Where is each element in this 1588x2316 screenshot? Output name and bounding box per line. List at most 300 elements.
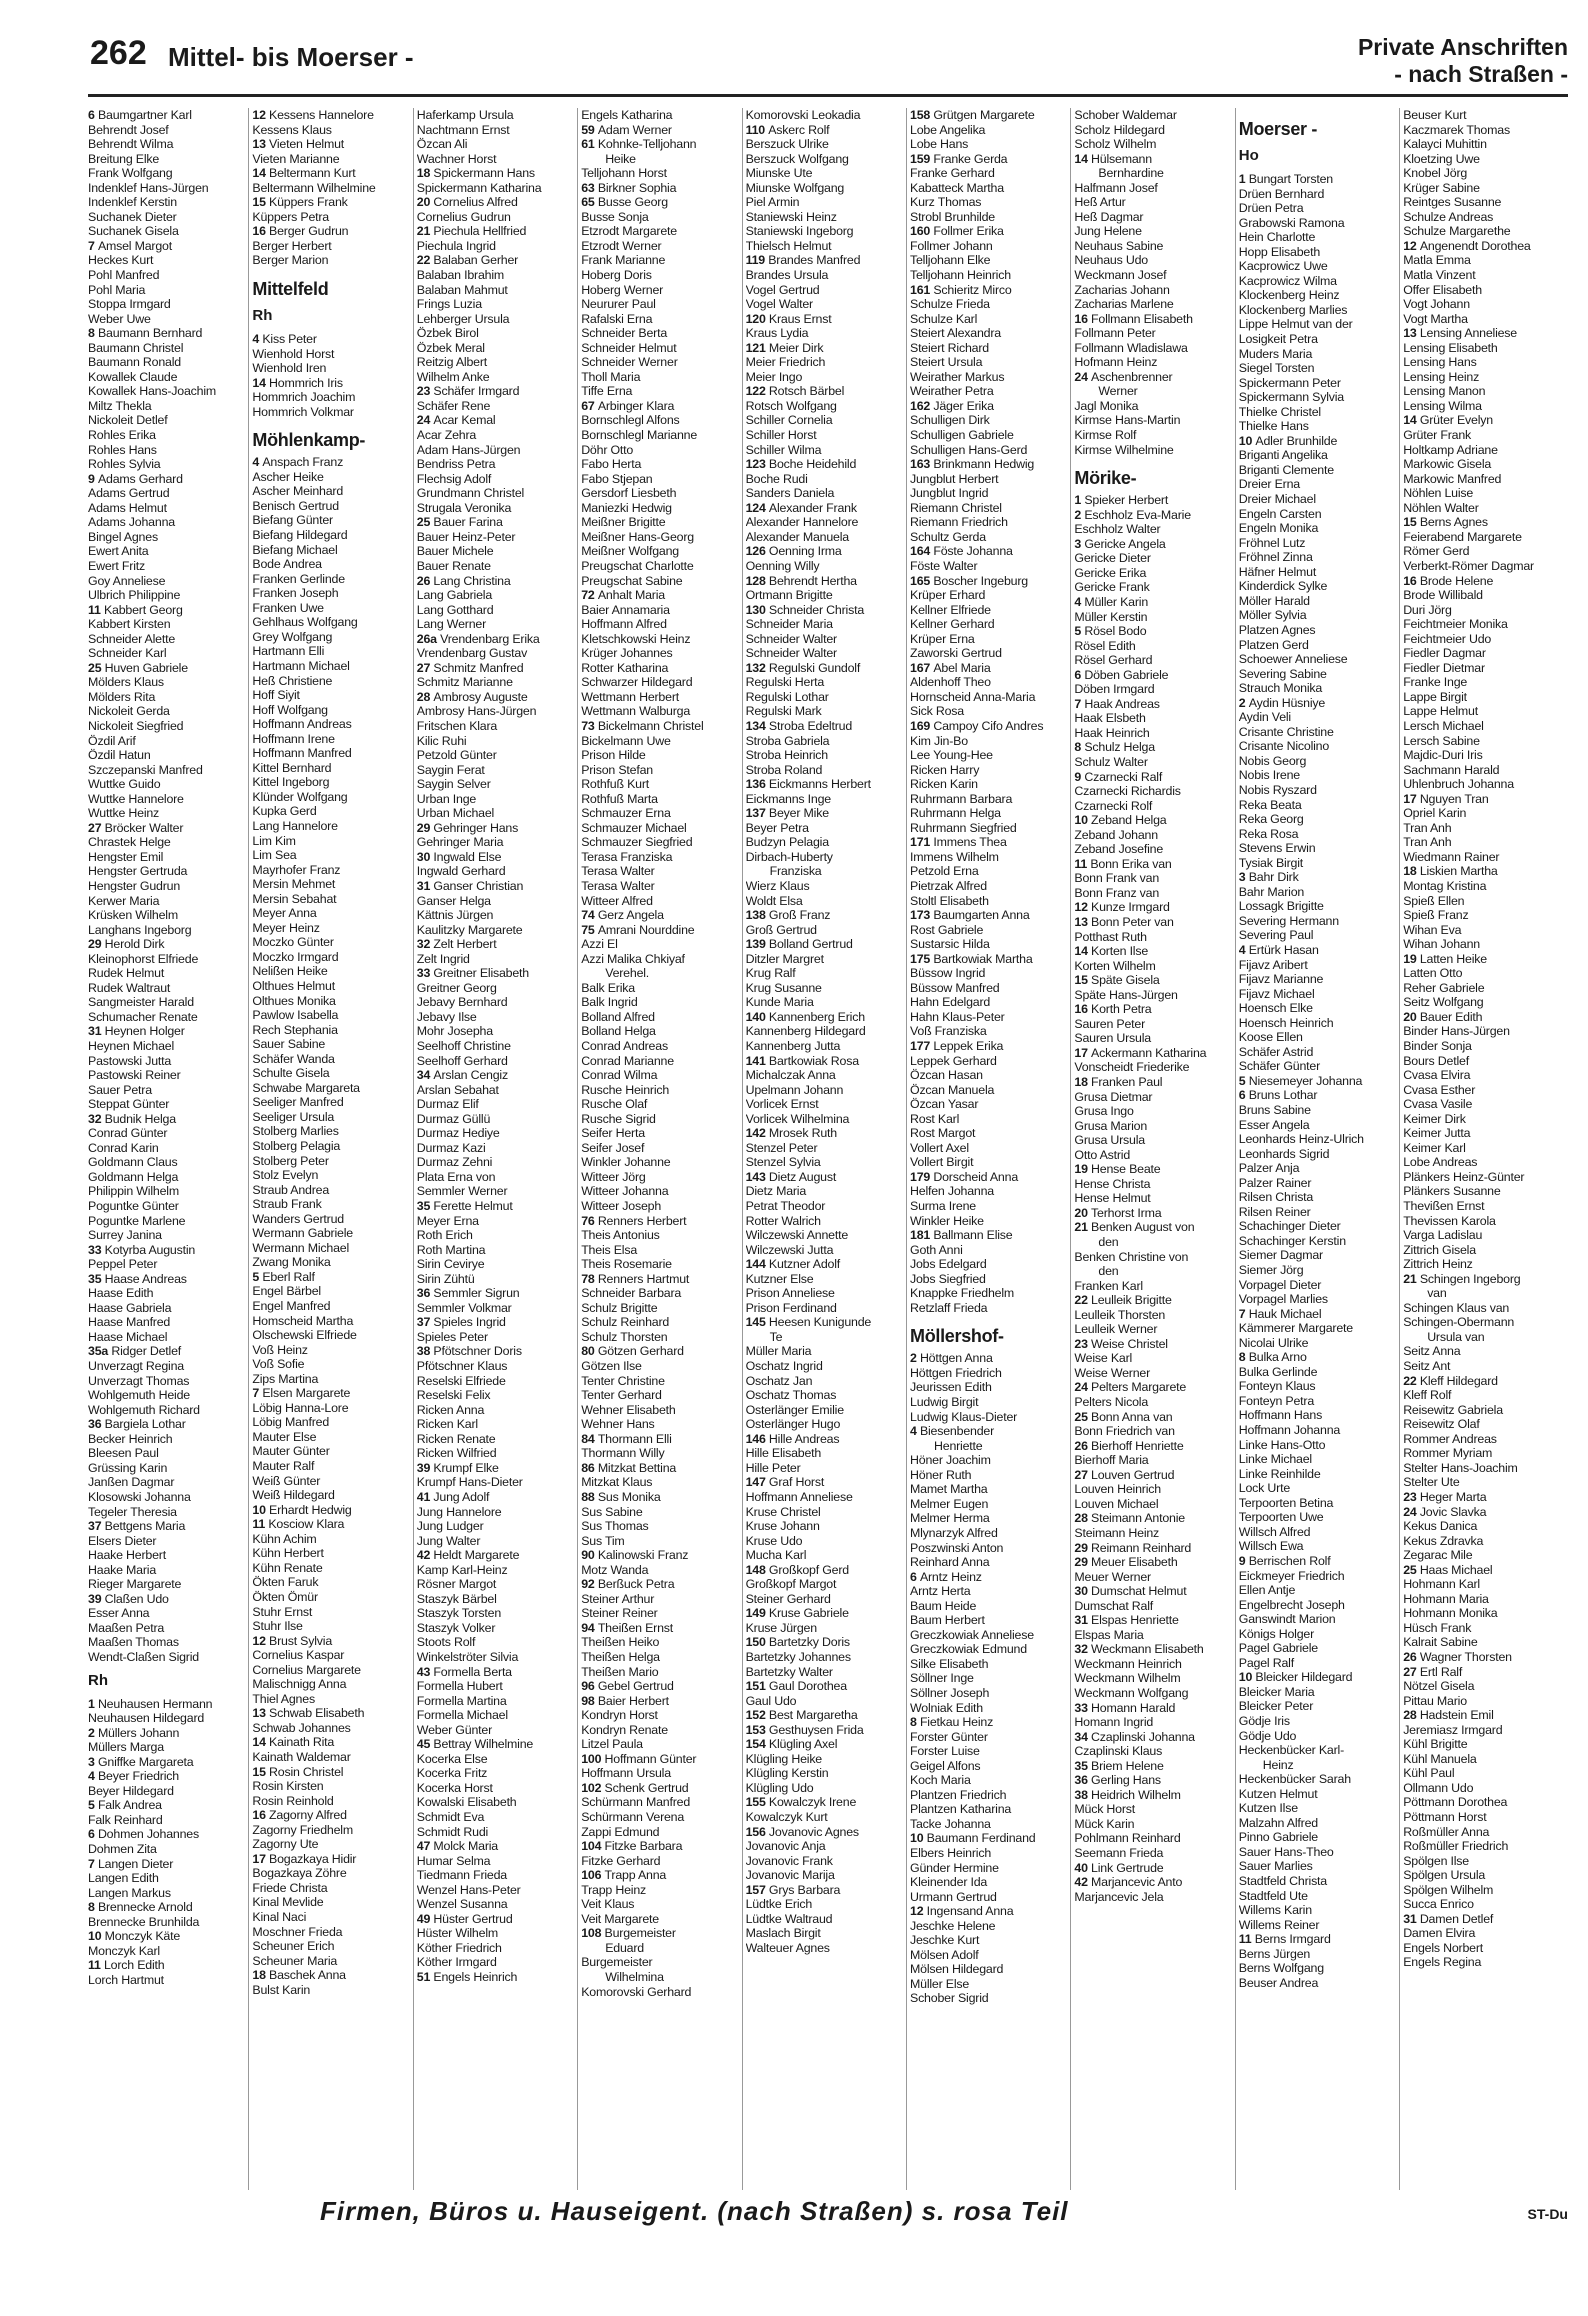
resident-entry: Ditzler Margret <box>745 951 824 966</box>
resident-entry: Theißen Helga <box>581 1649 660 1664</box>
house-number: 98 <box>581 1693 598 1708</box>
resident-entry: 137 Beyer Mike <box>745 806 829 821</box>
resident-entry: Maaßen Thomas <box>88 1635 179 1650</box>
resident-entry: Spickermann Katharina <box>416 180 542 195</box>
resident-entry: Krug Susanne <box>745 980 822 995</box>
resident-entry: Tacke Johanna <box>910 1816 991 1831</box>
resident-entry: Thielke Christel <box>1238 404 1321 419</box>
resident-entry: Ricken Harry <box>910 762 980 777</box>
house-number: 119 <box>745 253 769 268</box>
resident-entry: 49 Hüster Gertrud <box>416 1911 513 1926</box>
resident-entry: 153 Gesthuysen Frida <box>745 1722 864 1737</box>
house-number: 30 <box>416 849 434 864</box>
resident-entry: Hoensch Heinrich <box>1238 1015 1334 1030</box>
resident-entry: Behrendt Josef <box>88 122 169 137</box>
resident-entry: Urban Michael <box>416 806 495 821</box>
house-number: 72 <box>581 588 598 603</box>
resident-entry: 36 Semmler Sigrun <box>416 1286 520 1301</box>
resident-entry: Eschholz Walter <box>1074 522 1161 537</box>
house-number: 9 <box>88 471 98 486</box>
entry-continuation: Henriette <box>934 1438 983 1453</box>
resident-entry: Hüsch Frank <box>1403 1620 1472 1635</box>
resident-entry: Behrendt Wilma <box>88 137 174 152</box>
resident-entry: Linke Reinhilde <box>1238 1466 1321 1481</box>
house-number: 13 <box>252 1706 270 1721</box>
resident-entry: Oschatz Jan <box>745 1373 813 1388</box>
resident-entry: Staszyk Bärbel <box>416 1591 497 1606</box>
resident-entry: Wendt-Claßen Sigrid <box>88 1649 199 1664</box>
resident-entry: Miltz Thekla <box>88 398 152 413</box>
directory-column <box>1074 108 1232 2190</box>
resident-entry: 123 Boche Heidehild <box>745 457 857 472</box>
house-number: 4 <box>252 332 263 347</box>
resident-entry: Wienhold Iren <box>252 361 327 376</box>
resident-entry: Meißner Hans-Georg <box>581 529 694 544</box>
resident-entry: Durmaz Kazi <box>416 1140 486 1155</box>
resident-entry: Kutzen Ilse <box>1238 1801 1298 1816</box>
resident-entry: 13 Schwab Elisabeth <box>252 1706 365 1721</box>
resident-entry: Schulze Frieda <box>910 297 990 312</box>
resident-entry: Surma Irene <box>910 1199 976 1214</box>
resident-entry: Walteuer Agnes <box>745 1940 830 1955</box>
resident-entry: Malischnigg Anna <box>252 1677 347 1692</box>
resident-entry: Kühn Renate <box>252 1560 323 1575</box>
house-number: 4 <box>910 1424 920 1439</box>
resident-entry: Leonhards Sigrid <box>1238 1146 1330 1161</box>
house-number: 21 <box>416 224 434 239</box>
resident-entry: Preugschat Charlotte <box>581 558 694 573</box>
resident-entry: 11 Berns Irmgard <box>1238 1932 1331 1947</box>
resident-entry: 152 Best Margaretha <box>745 1708 858 1723</box>
house-number: 45 <box>416 1737 434 1752</box>
resident-entry: Haake Herbert <box>88 1548 166 1563</box>
resident-entry: 21 Schingen Ingeborg <box>1403 1271 1521 1286</box>
house-number: 94 <box>581 1620 598 1635</box>
resident-entry: Woldt Elsa <box>745 893 803 908</box>
resident-entry: Kleinender Ida <box>910 1875 988 1890</box>
resident-entry: Schulze Karl <box>910 311 978 326</box>
resident-entry: Gödje Udo <box>1238 1728 1297 1743</box>
resident-entry: Franke Inge <box>1403 675 1468 690</box>
resident-entry: Unverzagt Thomas <box>88 1373 190 1388</box>
resident-entry: Schmidt Eva <box>416 1809 485 1824</box>
house-number: 24 <box>416 413 434 428</box>
resident-entry: Jobs Edelgard <box>910 1257 987 1272</box>
resident-entry: Preugschat Sabine <box>581 573 683 588</box>
resident-entry: 151 Gaul Dorothea <box>745 1679 847 1694</box>
resident-entry: Ricken Renate <box>416 1431 496 1446</box>
resident-entry: Zwang Monika <box>252 1255 331 1270</box>
resident-entry: 1 Neuhausen Hermann <box>88 1696 213 1711</box>
house-number: 15 <box>252 195 270 210</box>
resident-entry: Hohmann Maria <box>1403 1591 1489 1606</box>
resident-entry: Jovanovic Anja <box>745 1839 826 1854</box>
resident-entry: Mamet Martha <box>910 1482 988 1497</box>
house-number: 162 <box>910 398 934 413</box>
resident-entry: Bonn Frank van <box>1074 871 1160 886</box>
resident-entry: Vollert Birgit <box>910 1155 974 1170</box>
entry-continuation: Verehel. <box>605 966 650 981</box>
house-number: 25 <box>1403 1562 1420 1577</box>
house-number: 26 <box>1403 1649 1420 1664</box>
resident-entry: Kittel Ingeborg <box>252 775 330 790</box>
resident-entry: Gaul Udo <box>745 1693 797 1708</box>
house-number: 13 <box>252 137 270 152</box>
resident-entry: Zacharias Johann <box>1074 282 1170 297</box>
resident-entry: Vorlicek Ernst <box>745 1097 819 1112</box>
house-number: 136 <box>745 777 769 792</box>
resident-entry: Dreier Michael <box>1238 492 1316 507</box>
house-number: 14 <box>1074 151 1092 166</box>
house-number: 96 <box>581 1679 598 1694</box>
resident-entry: Fiedler Dietmar <box>1403 660 1485 675</box>
house-number: 102 <box>581 1780 605 1795</box>
resident-entry: Fröhnel Zinna <box>1238 550 1313 565</box>
resident-entry: Humar Selma <box>416 1853 491 1868</box>
resident-entry: Terasa Franziska <box>581 849 673 864</box>
resident-entry: Bauer Michele <box>416 544 494 559</box>
resident-entry: Adams Johanna <box>88 515 175 530</box>
resident-entry: Bickelmann Uwe <box>581 733 671 748</box>
resident-entry: Rösel Gerhard <box>1074 653 1153 668</box>
house-number: 8 <box>910 1715 920 1730</box>
resident-entry: Ganser Helga <box>416 893 491 908</box>
resident-entry: Thielsch Helmut <box>745 238 832 253</box>
resident-entry: Hofmann Heinz <box>1074 355 1158 370</box>
resident-entry: Follmann Peter <box>1074 326 1156 341</box>
resident-entry: Rotter Katharina <box>581 660 669 675</box>
resident-entry: Weise Karl <box>1074 1351 1133 1366</box>
resident-entry: Wihan Eva <box>1403 922 1462 937</box>
resident-entry: Theis Rosemarie <box>581 1257 672 1272</box>
resident-entry: 3 Bahr Dirk <box>1238 870 1299 885</box>
resident-entry: Hille Peter <box>745 1460 801 1475</box>
resident-entry: Wolniak Edith <box>910 1700 983 1715</box>
resident-entry: Plänkers Susanne <box>1403 1184 1501 1199</box>
resident-entry: Schachinger Kerstin <box>1238 1233 1346 1248</box>
resident-entry: Özcan Yasar <box>910 1097 979 1112</box>
resident-entry: 96 Gebel Gertrud <box>581 1679 674 1694</box>
resident-entry: Schäfer Günter <box>1238 1059 1321 1074</box>
resident-entry: Stoltl Elisabeth <box>910 893 989 908</box>
resident-entry: Hüster Wilhelm <box>416 1926 498 1941</box>
resident-entry: 12 Angenendt Dorothea <box>1403 238 1531 253</box>
resident-entry: Schmauzer Michael <box>581 820 687 835</box>
resident-entry: Rieger Margarete <box>88 1577 182 1592</box>
house-number: 152 <box>745 1708 769 1723</box>
house-number: 145 <box>745 1315 769 1330</box>
house-number: 76 <box>581 1213 598 1228</box>
resident-entry: 30 Dumschat Helmut <box>1074 1584 1187 1599</box>
resident-entry: Wachner Horst <box>416 151 497 166</box>
house-number: 7 <box>252 1386 263 1401</box>
resident-entry: Weckmann Josef <box>1074 268 1167 283</box>
resident-entry: Müller Else <box>910 1976 970 1991</box>
entry-continuation: Heike <box>605 151 636 166</box>
house-number: 16 <box>252 1808 270 1823</box>
resident-entry: Meyer Erna <box>416 1213 479 1228</box>
resident-entry: Arntz Herta <box>910 1584 971 1599</box>
resident-entry: Lang Hannelore <box>252 818 338 833</box>
resident-entry: Conrad Marianne <box>581 1053 674 1068</box>
house-number: 88 <box>581 1489 598 1504</box>
resident-entry: Kättnis Jürgen <box>416 908 494 923</box>
house-number: 22 <box>1403 1373 1420 1388</box>
resident-entry: 12 Kunze Irmgard <box>1074 900 1170 915</box>
house-number: 165 <box>910 573 934 588</box>
resident-entry: Hille Elisabeth <box>745 1446 822 1461</box>
house-number: 6 <box>910 1569 920 1584</box>
resident-entry: Fabo Herta <box>581 457 642 472</box>
resident-entry: Geigel Alfons <box>910 1758 981 1773</box>
house-number: 12 <box>1403 238 1420 253</box>
resident-entry: 19 Hense Beate <box>1074 1162 1161 1177</box>
resident-entry: 11 Kabbert Georg <box>88 602 183 617</box>
resident-entry: Tenter Gerhard <box>581 1388 662 1403</box>
resident-entry: Pawlow Isabella <box>252 1008 339 1023</box>
resident-entry: 24 Jovic Slavka <box>1403 1504 1487 1519</box>
resident-entry: Strobl Brunhilde <box>910 209 995 224</box>
directory-column <box>910 108 1068 2190</box>
resident-entry: Gericke Erika <box>1074 565 1147 580</box>
resident-entry: Schürmann Manfred <box>581 1795 691 1810</box>
resident-entry: Mauter Else <box>252 1429 317 1444</box>
resident-entry: Dohmen Zita <box>88 1841 157 1856</box>
house-number: 13 <box>1074 914 1092 929</box>
resident-entry: Elspas Maria <box>1074 1627 1144 1642</box>
house-number: 2 <box>1074 507 1085 522</box>
resident-entry: 88 Sus Monika <box>581 1489 661 1504</box>
house-number: 20 <box>1074 1205 1092 1220</box>
resident-entry: 2 Eschholz Eva-Marie <box>1074 507 1191 522</box>
resident-entry: Schneider Berta <box>581 326 668 341</box>
resident-entry: Reka Beata <box>1238 797 1302 812</box>
resident-entry: Komorovski Gerhard <box>581 1984 692 1999</box>
resident-entry: Terpoorten Uwe <box>1238 1510 1324 1525</box>
resident-entry: Reintges Susanne <box>1403 195 1502 210</box>
resident-entry: Dreier Erna <box>1238 477 1300 492</box>
resident-entry: 2 Aydin Hüsniye <box>1238 695 1326 710</box>
house-number: 142 <box>745 1126 769 1141</box>
resident-entry: Zeband Josefine <box>1074 842 1164 857</box>
resident-entry: 16 Brode Helene <box>1403 573 1494 588</box>
resident-entry: Kirmse Rolf <box>1074 428 1137 443</box>
resident-entry: Schiller Cornelia <box>745 413 833 428</box>
resident-entry: Kacprowicz Uwe <box>1238 259 1328 274</box>
resident-entry: Briganti Clemente <box>1238 462 1334 477</box>
resident-entry: Weirather Petra <box>910 384 994 399</box>
resident-entry: Wenzel Hans-Peter <box>416 1882 521 1897</box>
resident-entry: 37 Bettgens Maria <box>88 1519 186 1534</box>
resident-entry: Alexander Hannelore <box>745 515 859 530</box>
resident-entry: Riemann Friedrich <box>910 515 1008 530</box>
resident-entry: 14 Grüter Evelyn <box>1403 413 1493 428</box>
resident-entry: Feichtmeier Udo <box>1403 631 1492 646</box>
resident-entry: 156 Jovanovic Agnes <box>745 1824 859 1839</box>
resident-entry: Urban Inge <box>416 791 477 806</box>
house-number: 23 <box>1403 1489 1420 1504</box>
resident-entry: Roßmüller Anna <box>1403 1824 1490 1839</box>
resident-entry: Hopp Elisabeth <box>1238 244 1321 259</box>
house-number: 36 <box>1074 1773 1092 1788</box>
resident-entry: Jung Ludger <box>416 1519 484 1534</box>
resident-entry: 30 Ingwald Else <box>416 849 502 864</box>
resident-entry: Klünder Wolfgang <box>252 789 348 804</box>
resident-entry: Sus Thomas <box>581 1519 649 1534</box>
resident-entry: 41 Jung Adolf <box>416 1489 490 1504</box>
page-number: 262 <box>90 34 147 72</box>
resident-entry: Telljohann Elke <box>910 253 991 268</box>
resident-entry: Sauer Sabine <box>252 1037 326 1052</box>
resident-entry: Etzrodt Margarete <box>581 224 677 239</box>
house-number: 63 <box>581 180 598 195</box>
resident-entry: Platzen Agnes <box>1238 622 1316 637</box>
resident-entry: Willems Karin <box>1238 1903 1312 1918</box>
resident-entry: Haak Heinrich <box>1074 725 1150 740</box>
resident-entry: Ortmann Brigitte <box>745 588 833 603</box>
resident-entry: Zeband Johann <box>1074 827 1158 842</box>
resident-entry: Elsers Dieter <box>88 1533 157 1548</box>
resident-entry: Wilczewski Jutta <box>745 1242 834 1257</box>
resident-entry: 29 Herold Dirk <box>88 937 165 952</box>
resident-entry: Lippe Helmut van der <box>1238 317 1353 332</box>
resident-entry: Kilic Ruhi <box>416 733 467 748</box>
house-number: 171 <box>910 835 934 850</box>
resident-entry: 140 Kannenberg Erich <box>745 1009 865 1024</box>
resident-entry: 20 Terhorst Irma <box>1074 1205 1162 1220</box>
resident-entry: Prison Stefan <box>581 762 653 777</box>
resident-entry: Maaßen Petra <box>88 1620 165 1635</box>
resident-entry: 167 Abel Maria <box>910 660 991 675</box>
resident-entry: Verberkt-Römer Dagmar <box>1403 558 1534 573</box>
house-number: 51 <box>416 1970 434 1984</box>
resident-entry: Zelt Ingrid <box>416 951 470 966</box>
house-number: 120 <box>745 311 769 326</box>
resident-entry: 1 Bungart Torsten <box>1238 172 1333 186</box>
resident-entry: Hoffmann Ursula <box>581 1766 671 1781</box>
resident-entry: 20 Bauer Edith <box>1403 1009 1483 1024</box>
resident-entry: Pohl Maria <box>88 282 146 297</box>
house-number: 7 <box>1074 696 1085 711</box>
resident-entry: Schachinger Dieter <box>1238 1219 1341 1234</box>
resident-entry: Mitzkat Klaus <box>581 1475 653 1490</box>
house-number: 24 <box>1074 369 1092 384</box>
house-number: 22 <box>416 253 434 268</box>
resident-entry: Kühl Brigitte <box>1403 1737 1468 1752</box>
resident-entry: Tran Anh <box>1403 835 1452 850</box>
resident-entry: 17 Ackermann Katharina <box>1074 1045 1207 1060</box>
resident-entry: Schulze Andreas <box>1403 209 1494 224</box>
resident-entry: Grusa Ingo <box>1074 1104 1134 1119</box>
house-number: 74 <box>581 908 598 923</box>
resident-entry: Wilhelm Anke <box>416 369 490 384</box>
resident-entry: Petrat Theodor <box>745 1199 826 1214</box>
resident-entry: Formella Martina <box>416 1693 507 1708</box>
resident-entry: Lehberger Ursula <box>416 311 510 326</box>
resident-entry: 31 Damen Detlef <box>1403 1911 1494 1926</box>
resident-entry: 108 Burgemeister <box>581 1926 676 1941</box>
resident-entry: 162 Jäger Erika <box>910 398 994 413</box>
entry-continuation: den <box>1098 1264 1119 1279</box>
house-number: 19 <box>1074 1162 1092 1177</box>
resident-entry: Reinhard Anna <box>910 1555 990 1570</box>
resident-entry: 106 Trapp Anna <box>581 1868 667 1883</box>
resident-entry: Keimer Karl <box>1403 1140 1466 1155</box>
resident-entry: Pöttmann Horst <box>1403 1809 1487 1824</box>
resident-entry: Beuser Kurt <box>1403 108 1467 122</box>
resident-entry: Engel Manfred <box>252 1299 331 1314</box>
resident-entry: Goy Anneliese <box>88 573 166 588</box>
resident-entry: 18 Franken Paul <box>1074 1075 1163 1089</box>
resident-entry: Kinal Mevlide <box>252 1895 324 1910</box>
resident-entry: Pfötschner Klaus <box>416 1359 508 1374</box>
resident-entry: Czaplinski Klaus <box>1074 1744 1163 1759</box>
house-number: 167 <box>910 660 934 675</box>
resident-entry: Roßmüller Friedrich <box>1403 1839 1509 1854</box>
resident-entry: 8 Bulka Arno <box>1238 1350 1307 1365</box>
resident-entry: Rost Karl <box>910 1111 960 1126</box>
resident-entry: Lobe Hans <box>910 137 969 152</box>
resident-entry: 102 Schenk Gertrud <box>581 1780 689 1795</box>
house-number: 21 <box>1074 1220 1092 1235</box>
resident-entry: Pietrzak Alfred <box>910 878 987 893</box>
resident-entry: Goldmann Claus <box>88 1155 178 1170</box>
resident-entry: Stadtfeld Christa <box>1238 1873 1327 1888</box>
resident-entry: Oschatz Thomas <box>745 1388 837 1403</box>
resident-entry: Mersin Mehmet <box>252 877 336 892</box>
house-number: 4 <box>88 1769 98 1784</box>
resident-entry: Stuhr Ernst <box>252 1604 313 1619</box>
resident-entry: Schwab Johannes <box>252 1720 351 1735</box>
house-number: 9 <box>1074 769 1085 784</box>
resident-entry: Saygin Selver <box>416 777 491 792</box>
resident-entry: Schumacher Renate <box>88 1009 198 1024</box>
resident-entry: Wettmann Herbert <box>581 689 679 704</box>
resident-entry: Leulleik Werner <box>1074 1322 1158 1337</box>
resident-entry: Platzen Gerd <box>1238 637 1309 652</box>
resident-entry: Pastowski Jutta <box>88 1053 172 1068</box>
footer-notice: Firmen, Büros u. Hauseigent. (nach Straßen) s. rosa Teil <box>320 2196 1069 2226</box>
resident-entry: Staniewski Heinz <box>745 209 837 224</box>
resident-entry: Saygin Ferat <box>416 762 485 777</box>
resident-entry: Opriel Karin <box>1403 806 1467 821</box>
resident-entry: 18 Liskien Martha <box>1403 864 1498 879</box>
resident-entry: Strauch Monika <box>1238 681 1323 696</box>
resident-entry: Rusche Olaf <box>581 1097 648 1112</box>
resident-entry: 80 Götzen Gerhard <box>581 1344 684 1359</box>
resident-entry: Lappe Birgit <box>1403 689 1467 704</box>
house-number: 151 <box>745 1679 769 1694</box>
resident-entry: Krüger Johannes <box>581 646 673 661</box>
resident-entry: Dumschat Ralf <box>1074 1598 1154 1613</box>
resident-entry: Suchanek Dieter <box>88 209 177 224</box>
resident-entry: Adams Gertrud <box>88 486 170 501</box>
resident-entry: 124 Alexander Frank <box>745 500 857 515</box>
resident-entry: 100 Hoffmann Günter <box>581 1751 697 1766</box>
resident-entry: 25 Bauer Farina <box>416 515 503 530</box>
resident-entry: Suchanek Gisela <box>88 224 179 239</box>
resident-entry: Fijavz Michael <box>1238 986 1315 1001</box>
resident-entry: 12 Ingensand Anna <box>910 1904 1014 1919</box>
resident-entry: Roth Erich <box>416 1228 473 1243</box>
resident-entry: 145 Heesen Kunigunde <box>745 1315 872 1330</box>
resident-entry: Korten Wilhelm <box>1074 958 1156 973</box>
resident-entry: 27 Bröcker Walter <box>88 820 184 835</box>
resident-entry: Jung Helene <box>1074 224 1142 239</box>
resident-entry: Schmauzer Erna <box>581 806 671 821</box>
resident-entry: 23 Heger Marta <box>1403 1489 1487 1504</box>
resident-entry: Kinal Naci <box>252 1909 307 1924</box>
